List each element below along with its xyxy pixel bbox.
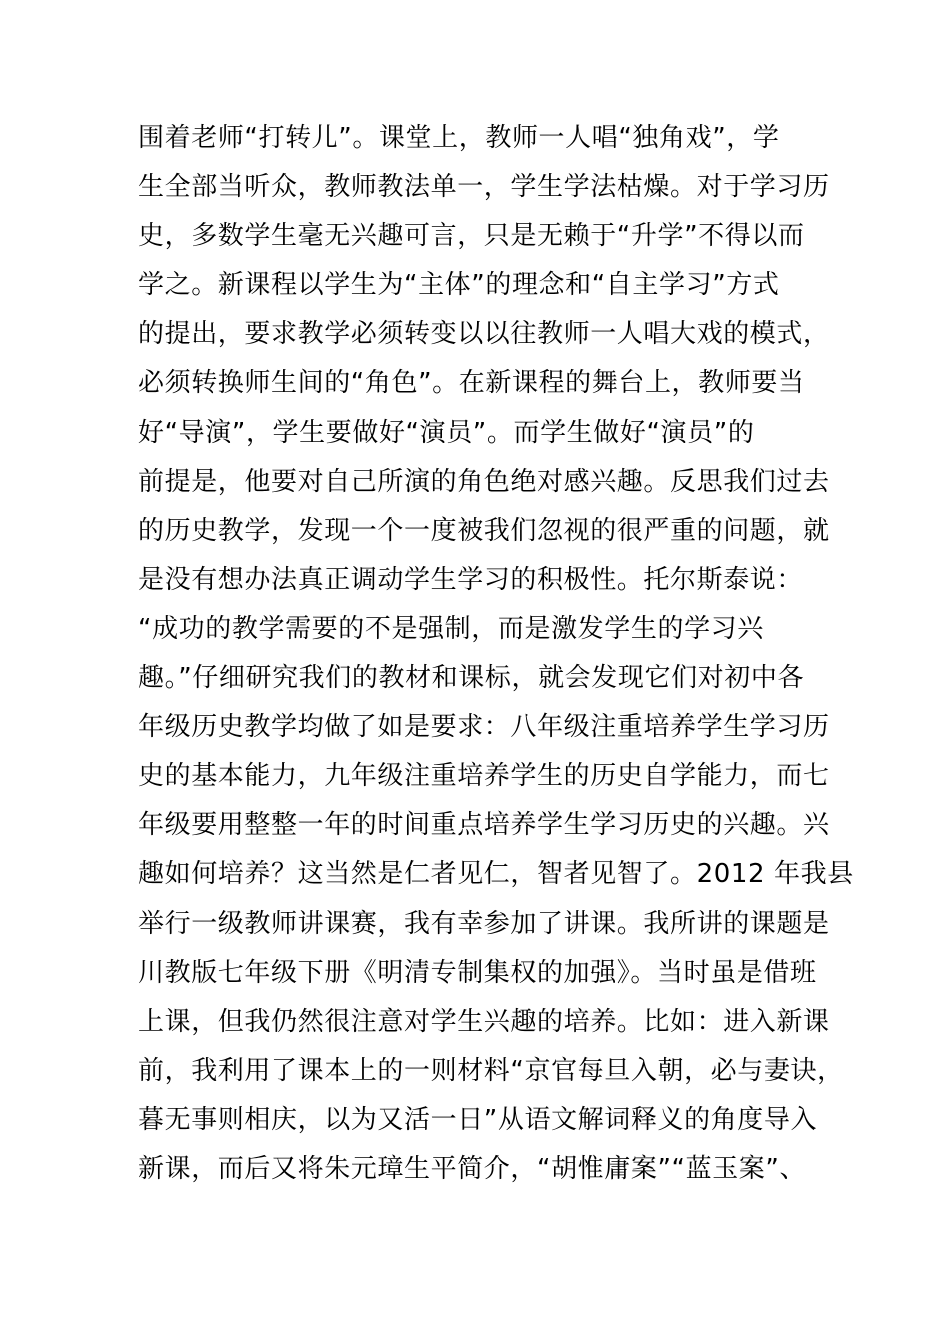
text-line: 史，多数学生毫无兴趣可言，只是无赖于“升学”不得以而 — [138, 221, 805, 252]
text-line: 围着老师“打转儿”。课堂上，教师一人唱“独角戏”，学 — [138, 123, 780, 153]
text-line: 暮无事则相庆，以为又活一日”从语文解词释义的角度导入 — [138, 1104, 818, 1135]
body-paragraph — [138, 114, 854, 1194]
text-line: 年级要用整整一年的时间重点培养学生学习历史的兴趣。兴 — [138, 810, 830, 841]
text-line: 上课，但我仍然很注意对学生兴趣的培养。比如：进入新课 — [138, 1006, 830, 1037]
text-line: 举行一级教师讲课赛，我有幸参加了讲课。我所讲的课题是 — [138, 908, 830, 939]
text-line: 史的基本能力，九年级注重培养学生的历史自学能力，而七 — [138, 761, 830, 792]
text-line: 必须转换师生间的“角色”。在新课程的舞台上，教师要当 — [138, 368, 805, 399]
text-line: 学之。新课程以学生为“主体”的理念和“自主学习”方式 — [138, 270, 780, 301]
text-line: “成功的教学需要的不是强制，而是激发学生的学习兴 — [138, 613, 764, 644]
text-line: 年级历史教学均做了如是要求：八年级注重培养学生学习历 — [138, 712, 830, 743]
text-line: 前，我利用了课本上的一则材料“京官每旦入朝，必与妻诀， — [138, 1055, 844, 1086]
text-line: 新课，而后又将朱元璋生平简介，“胡惟庸案”“蓝玉案”、 — [138, 1153, 807, 1184]
text-line: 前提是，他要对自己所演的角色绝对感兴趣。反思我们过去 — [138, 466, 830, 497]
text-line: 川教版七年级下册《明清专制集权的加强》。当时虽是借班 — [138, 957, 817, 988]
text-line: 的历史教学，发现一个一度被我们忽视的很严重的问题，就 — [138, 515, 830, 546]
text-line: 生全部当听众，教师教法单一，学生学法枯燥。对于学习历 — [138, 172, 830, 203]
text-line: 趣。”仔细研究我们的教材和课标，就会发现它们对初中各 — [138, 663, 805, 694]
text-line: 好“导演”，学生要做好“演员”。而学生做好“演员”的 — [138, 417, 755, 448]
text-line: 趣如何培养？这当然是仁者见仁，智者见智了。2012 年我县 — [138, 859, 854, 890]
text-line: 是没有想办法真正调动学生学习的积极性。托尔斯泰说： — [138, 564, 804, 595]
text-line: 的提出，要求教学必须转变以以往教师一人唱大戏的模式， — [138, 319, 830, 350]
